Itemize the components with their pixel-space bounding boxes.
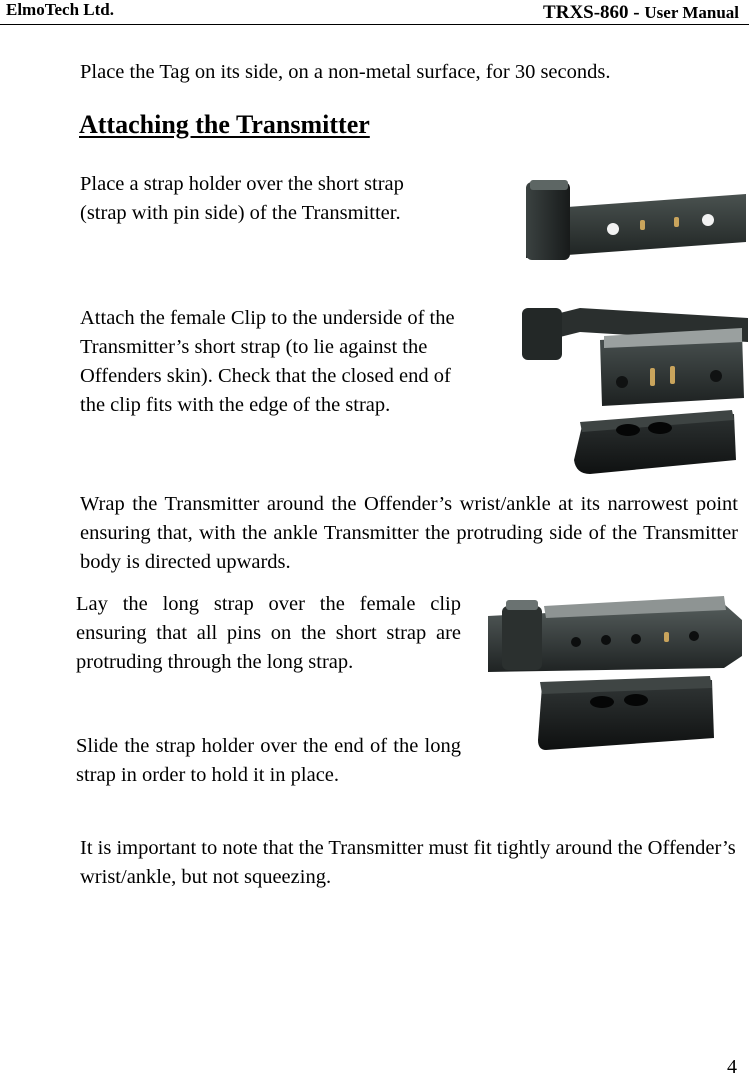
manual-label: User Manual: [644, 3, 739, 22]
female-clip-photo: [520, 302, 748, 480]
step-1-text: Place a strap holder over the short strap (strap with pin side) of the Transmitter.: [80, 173, 404, 224]
intro-text: Place the Tag on its side, on a non-metal surface, for 30 seconds.: [80, 61, 611, 83]
product-name: TRXS-860 -: [543, 2, 645, 23]
company-name: ElmoTech Ltd.: [6, 0, 115, 19]
document-title: [543, 2, 739, 24]
strap-holder-photo: [518, 172, 746, 264]
section-heading: Attaching the Transmitter: [79, 110, 370, 139]
page-header: [0, 0, 749, 25]
note-text: It is important to note that the Transmitter must fit tightly around the Offender’s wrist/ankle, but not squeezing.: [80, 837, 736, 888]
step-4-text: Lay the long strap over the female clip ensuring that all pins on the short strap are protruding through the long strap.: [76, 593, 461, 673]
step-3-text: Wrap the Transmitter around the Offender’s wrist/ankle at its narrowest point ensuring that, with the ankle Transmitter the protruding side of the Transmitter body is directed upwards.: [80, 493, 738, 573]
step-2-text: Attach the female Clip to the underside of the Transmitter’s short strap (to lie against the Offenders skin). Check that the closed end of the clip fits with the edge of the strap.: [80, 307, 455, 416]
step-5-text: Slide the strap holder over the end of the long strap in order to hold it in place.: [76, 735, 461, 786]
long-strap-photo: [484, 586, 746, 758]
page-number: 4: [727, 1056, 737, 1078]
